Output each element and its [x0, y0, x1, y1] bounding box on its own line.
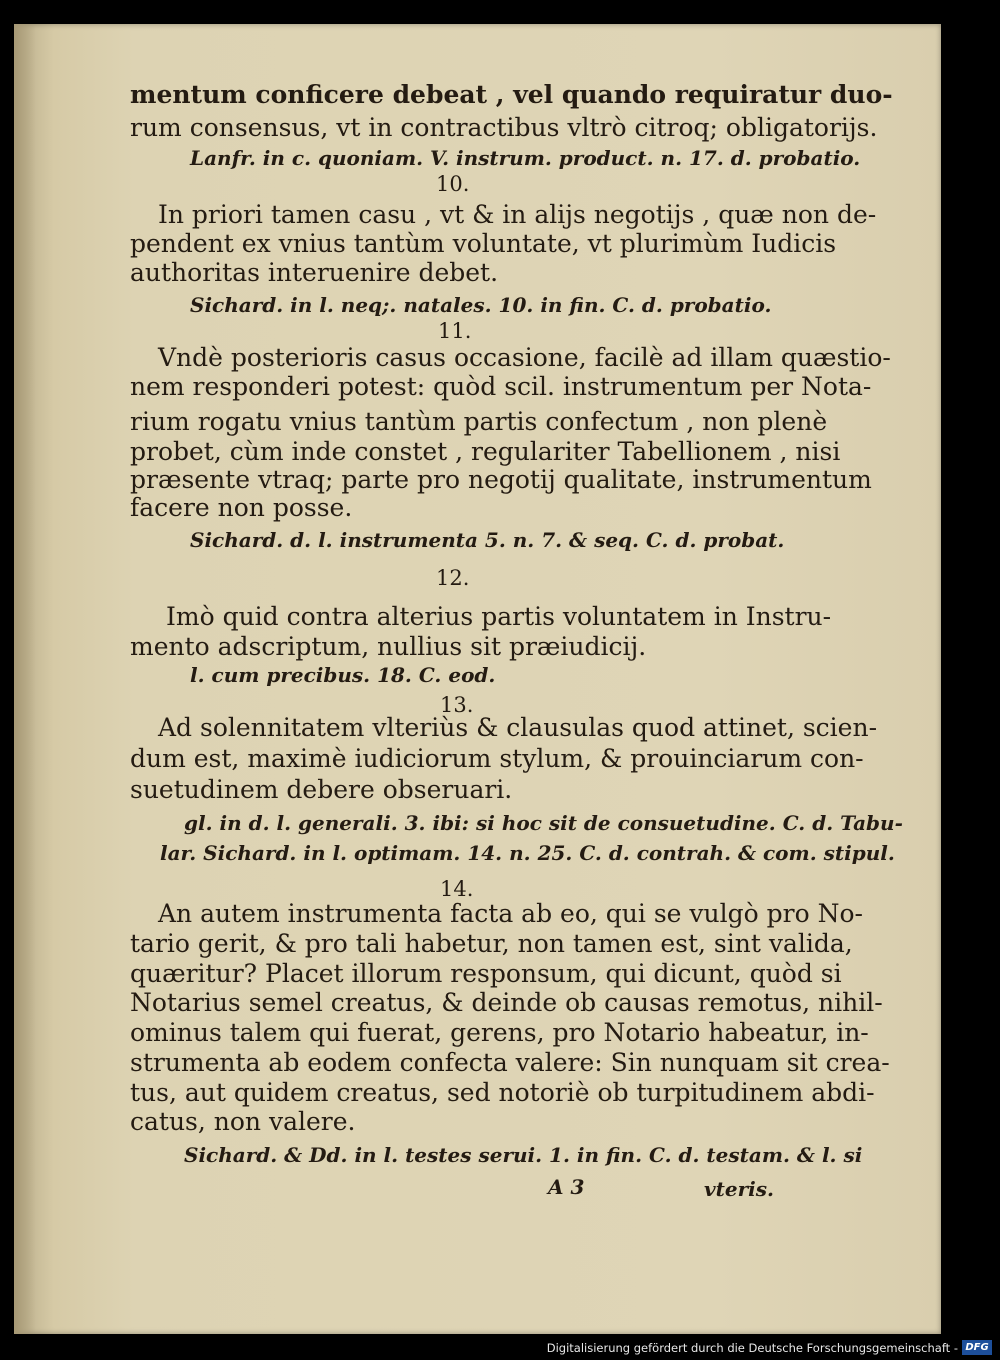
text-line: strumenta ab eodem confecta valere: Sin nunquam sit crea-: [130, 1048, 890, 1077]
section-number: 13.: [440, 693, 474, 717]
text-line: An autem instrumenta facta ab eo, qui se vulgò pro No-: [158, 899, 863, 928]
text-line: In priori tamen casu , vt & in alijs negotijs , quæ non de-: [158, 200, 877, 229]
section-number: 14.: [440, 877, 474, 901]
text-line: Notarius semel creatus, & deinde ob causas remotus, nihil-: [130, 988, 883, 1017]
signature-mark: A 3: [548, 1175, 585, 1199]
dfg-logo: DFG: [962, 1340, 992, 1355]
text-line: suetudinem debere obseruari.: [130, 775, 513, 804]
citation: Sichard. d. l. instrumenta 5. n. 7. & seq. C. d. probat.: [190, 528, 785, 552]
text-line: pendent ex vnius tantùm voluntate, vt plurimùm Iudicis: [130, 229, 837, 258]
citation: lar. Sichard. in l. optimam. 14. n. 25. C. d. contrah. & com. stipul.: [160, 841, 895, 865]
section-number: 10.: [436, 172, 470, 196]
text-line: tario gerit, & pro tali habetur, non tamen est, sint valida,: [130, 929, 853, 958]
text-line: authoritas interuenire debet.: [130, 258, 499, 287]
citation: gl. in d. l. generali. 3. ibi: si hoc sit de consuetudine. C. d. Tabu-: [184, 811, 903, 835]
citation: Sichard. in l. neq;. natales. 10. in fin. C. d. probatio.: [190, 293, 772, 317]
text-line: ominus talem qui fuerat, gerens, pro Notario habeatur, in-: [130, 1018, 869, 1047]
citation: Lanfr. in c. quoniam. V. instrum. product. n. 17. d. probatio.: [190, 146, 861, 170]
text-line: probet, cùm inde constet , regulariter Tabellionem , nisi: [130, 437, 841, 466]
text-line: Imò quid contra alterius partis voluntatem in Instru-: [166, 602, 832, 631]
citation: l. cum precibus. 18. C. eod.: [190, 663, 496, 687]
section-number: 11.: [438, 319, 472, 343]
text-line: rium rogatu vnius tantùm partis confectum , non plenè: [130, 407, 828, 436]
footer-credit: Digitalisierung gefördert durch die Deutsche Forschungsgemeinschaft -: [546, 1341, 958, 1355]
text-line: rum consensus, vt in contractibus vltrò citroq; obligatorijs.: [130, 113, 878, 142]
section-number: 12.: [436, 566, 470, 590]
text-line: tus, aut quidem creatus, sed notoriè ob turpitudinem abdi-: [130, 1078, 875, 1107]
text-line: facere non posse.: [130, 493, 353, 522]
text-line: mento adscriptum, nullius sit præiudicij.: [130, 632, 647, 661]
text-line: præsente vtraq; parte pro negotij qualitate, instrumentum: [130, 465, 872, 494]
citation: Sichard. & Dd. in l. testes serui. 1. in fin. C. d. testam. & l. si: [184, 1143, 863, 1167]
text-line: quæritur? Placet illorum responsum, qui dicunt, quòd si: [130, 959, 842, 988]
text-line: Vndè posterioris casus occasione, facilè ad illam quæstio-: [158, 343, 891, 372]
text-line: nem responderi potest: quòd scil. instrumentum per Nota-: [130, 372, 872, 401]
text-line: mentum conficere debeat , vel quando requiratur duo-: [130, 80, 893, 109]
text-line: dum est, maximè iudiciorum stylum, & prouinciarum con-: [130, 744, 864, 773]
catchword: vteris.: [704, 1177, 774, 1201]
text-line: Ad solennitatem vlteriùs & clausulas quod attinet, scien-: [158, 713, 878, 742]
text-line: catus, non valere.: [130, 1107, 356, 1136]
